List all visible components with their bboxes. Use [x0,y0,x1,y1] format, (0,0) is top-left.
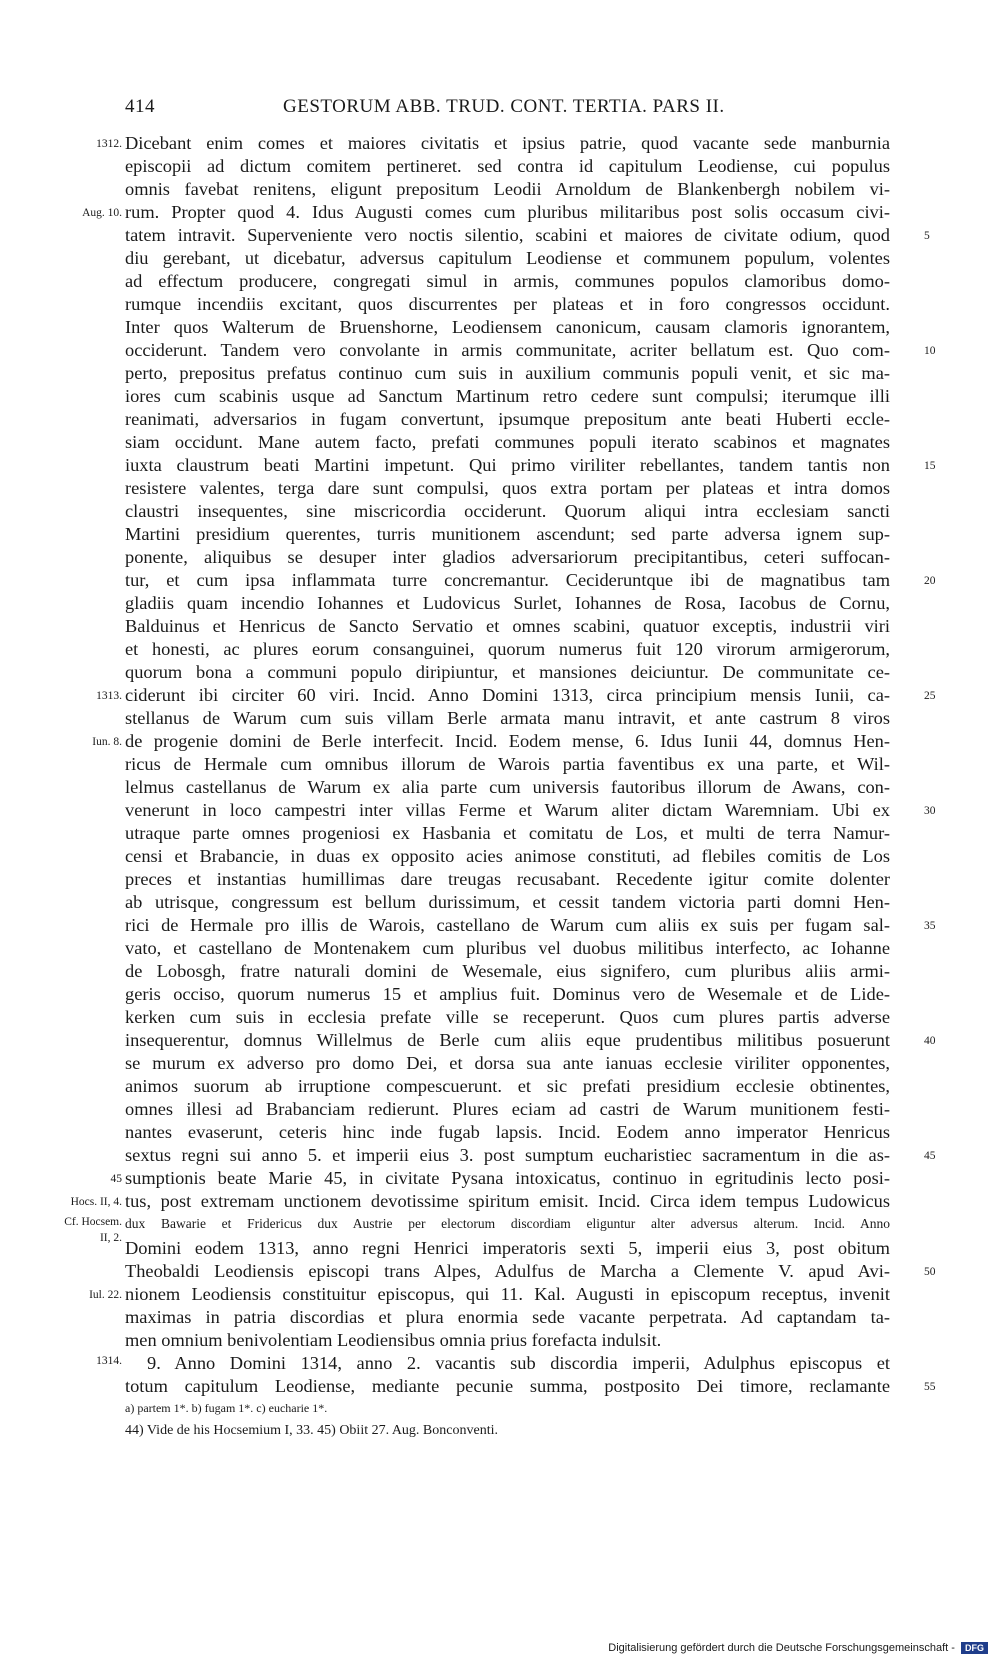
text-line-small: dux Bawarie et Fridericus dux Austrie per electorum discordiam eliguntur alter adversus alterum. Incid. Anno [125,1216,890,1231]
text-line: maximas in patria discordias et plura enormia sede vacante perpetrata. Ad captandam ta- [125,1307,890,1327]
margin-year: 1314. [96,1355,122,1367]
line-number: 15 [924,460,936,472]
line-number: 5 [924,230,930,242]
text-line: animos suorum ab irruptione compescuerunt. et sic prefati presidium ecclesie obtinentes, [125,1076,890,1096]
text-line: ab utrisque, congressum est bellum durissimum, et cessit tandem victoria parti domni Hen- [125,892,890,912]
text-line: Balduinus et Henricus de Sancto Servatio et omnes scabini, quatuor exceptis, industrii viri [125,616,890,636]
text-line: stellanus de Warum cum suis villam Berle armata manu intravit, et ante castrum 8 viros [125,708,890,728]
text-line: venerunt in loco campestri inter villas Ferme et Warum aliter dictam Waremniam. Ubi ex [125,800,890,820]
text-line: de progenie domini de Berle interfecit. Incid. Eodem mense, 6. Idus Iunii 44, domnus Hen- [125,731,890,751]
text-line: omnes illesi ad Brabanciam redierunt. Plures eciam ad castri de Warum munitionem festi- [125,1099,890,1119]
text-line: Martini presidium querentes, turris munitionem ascendunt; sed parte adversa ignem sup- [125,524,890,544]
text-line: men omnium benivolentiam Leodiensibus omnia prius forefacta indulsit. [125,1330,662,1350]
text-line: gladiis quam incendio Iohannes et Ludovicus Surlet, Iohannes de Rosa, Iacobus de Cornu, [125,593,890,613]
text-line: tus, post extremam unctionem devotissime spiritum emisit. Incid. Circa idem tempus Ludowicus [125,1191,890,1211]
text-line: quorum bona a communi populo diripiuntur, et mansiones deiciuntur. De communitate ce- [125,662,890,682]
text-line: lelmus castellanus de Warum ex alia parte cum universis fautoribus illorum de Awans, con- [125,777,890,797]
text-line: tur, et cum ipsa inflammata turre concremantur. Cecideruntque ibi de magnatibus tam [125,570,890,590]
text-line: reanimati, adversarios in fugam convertunt, ipsumque prepositum ante beati Huberti eccle- [125,409,890,429]
line-number: 55 [924,1381,936,1393]
text-line: resistere valentes, terga dare sunt compulsi, quos extra portam per plateas et intra domos [125,478,890,498]
text-line: omnis favebat renitens, eligunt prepositum Leodii Arnoldum de Blankenbergh nobilem vi- [125,179,890,199]
text-line: nionem Leodiensis constituitur episcopus, qui 11. Kal. Augusti in episcopum receptus, invenit [125,1284,890,1304]
text-line: episcopii ad dictum comitem pertineret. sed contra id capitulum Leodiense, cui populus [125,156,890,176]
line-number: 30 [924,805,936,817]
text-line: de Lobosgh, fratre naturali domini de Wesemale, eius signifero, cum pluribus aliis armi- [125,961,890,981]
text-line: 9. Anno Domini 1314, anno 2. vacantis sub discordia imperii, Adulphus episcopus et [147,1353,890,1373]
margin-year: 1313. [96,690,122,702]
text-line: se murum ex adverso pro domo Dei, et dorsa sua ante ianuas ecclesie viriliter opponentes, [125,1053,890,1073]
text-line: perto, prepositus prefatus continuo cum suis in auxilium communis populi venit, et sic ma- [125,363,890,383]
text-line: Domini eodem 1313, anno regni Henrici imperatoris sexti 5, imperii eius 3, post obitum [125,1238,890,1258]
dfg-logo: DFG [961,1642,988,1654]
line-number: 20 [924,575,936,587]
margin-reference: Hocs. II, 4. [70,1196,122,1208]
text-line: diu gerebant, ut dicebatur, adversus capitulum Leodiense et communem populum, volentes [125,248,890,268]
text-line: claustri insequentes, sine miscricordia occiderunt. Quorum aliqui intra ecclesiam sancti [125,501,890,521]
text-line: rici de Hermale pro illis de Warois, castellano de Warum cum aliis ex suis per fugam sal- [125,915,890,935]
text-line: occiderunt. Tandem vero convolante in armis communitate, acriter bellatum est. Quo com- [125,340,890,360]
page-number: 414 [125,96,155,117]
running-title: GESTORUM ABB. TRUD. CONT. TERTIA. PARS II. [283,96,725,117]
text-line: Theobaldi Leodiensis episcopi trans Alpes, Adulfus de Marcha a Clemente V. apud Avi- [125,1261,890,1281]
text-line: geris occiso, quorum numerus 15 et amplius fuit. Dominus vero de Wesemale et de Lide- [125,984,890,1004]
text-line: rumque incendiis excitant, quos discurrentes per plateas et in foro congressos occidunt. [125,294,890,314]
text-line: censi et Brabancie, in duas ex opposito acies animose constituti, ad flebiles comitis de Los [125,846,890,866]
text-line: ciderunt ibi circiter 60 viri. Incid. Anno Domini 1313, circa principium mensis Iunii, ca- [125,685,890,705]
page-header [125,96,765,120]
text-line: siam occidunt. Mane autem facto, prefati communes populi iterato scabinos et magnates [125,432,890,452]
line-number: 25 [924,690,936,702]
text-line: ponente, aliquibus se desuper inter gladios adversariorum precipitantibus, ceteri suffocan- [125,547,890,567]
margin-year: 1312. [96,138,122,150]
margin-date: Iul. 22. [89,1289,122,1301]
line-number: 45 [924,1150,936,1162]
margin-line-number: 45 [110,1173,122,1185]
line-number: 40 [924,1035,936,1047]
text-line: kerken cum suis in ecclesia prefate ville se receperunt. Quos cum plures partis adverse [125,1007,890,1027]
text-line: sumptionis beate Marie 45, in civitate Pysana intoxicatus, continuo in egritudinis lecto posi- [125,1168,890,1188]
credit-text: Digitalisierung gefördert durch die Deutsche Forschungsgemeinschaft - [608,1642,955,1654]
line-number: 10 [924,345,936,357]
text-line: preces et instantias humillimas dare treugas recusabant. Recedente igitur comite dolenter [125,869,890,889]
margin-date: Aug. 10. [82,207,122,219]
text-line: Inter quos Walterum de Bruenshorne, Leodiensem canonicum, causam clamoris ignorantem, [125,317,890,337]
text-line: nantes evaserunt, ceteris hinc inde fugab lapsis. Incid. Eodem anno imperator Henricus [125,1122,890,1142]
text-line: iuxta claustrum beati Martini impetunt. Qui primo viriliter rebellantes, tandem tantis non [125,455,890,475]
text-line: totum capitulum Leodiense, mediante pecunie summa, postposito Dei timore, reclamante [125,1376,890,1396]
text-line: vato, et castellano de Montenakem cum pluribus vel duobus militibus interfecto, ac Iohanne [125,938,890,958]
text-line: ad effectum producere, congregati simul in armis, communes populos clamoribus domo- [125,271,890,291]
text-line: utraque parte omnes progeniosi ex Hasbania et comitatu de Los, et multi de terra Namur- [125,823,890,843]
margin-reference: Cf. Hocsem. II, 2. [64,1216,122,1244]
text-line: rum. Propter quod 4. Idus Augusti comes cum pluribus militaribus post solis occasum civi- [125,202,890,222]
margin-date: Iun. 8. [92,736,122,748]
line-number: 50 [924,1266,936,1278]
line-number: 35 [924,920,936,932]
text-line: insequerentur, domnus Willelmus de Berle cum aliis eque prudentibus militibus posuerunt [125,1030,890,1050]
text-line: iores cum scabinis usque ad Sanctum Martinum retro cedere sunt compulsi; iterumque illi [125,386,890,406]
footnote-variants: a) partem 1*. b) fugam 1*. c) eucharie 1*. [125,1401,328,1415]
text-line: sextus regni sui anno 5. et imperii eius 3. post sumptum eucharistiec sacramentum in die as- [125,1145,890,1165]
text-line: et honesti, ac plures eorum consanguinei, quorum numerus fuit 120 virorum armigerorum, [125,639,890,659]
digitization-credit [608,1642,988,1654]
text-line: ricus de Hermale cum omnibus illorum de Warois partia faventibus ex una parte, et Wil- [125,754,890,774]
footnote-notes: 44) Vide de his Hocsemium I, 33. 45) Obiit 27. Aug. Bonconventi. [125,1423,498,1438]
text-line: tatem intravit. Superveniente vero noctis silentio, scabini et maiores de civitate odium, quod [125,225,890,245]
text-line: Dicebant enim comes et maiores civitatis et ipsius patrie, quod vacante sede manburnia [125,133,890,153]
